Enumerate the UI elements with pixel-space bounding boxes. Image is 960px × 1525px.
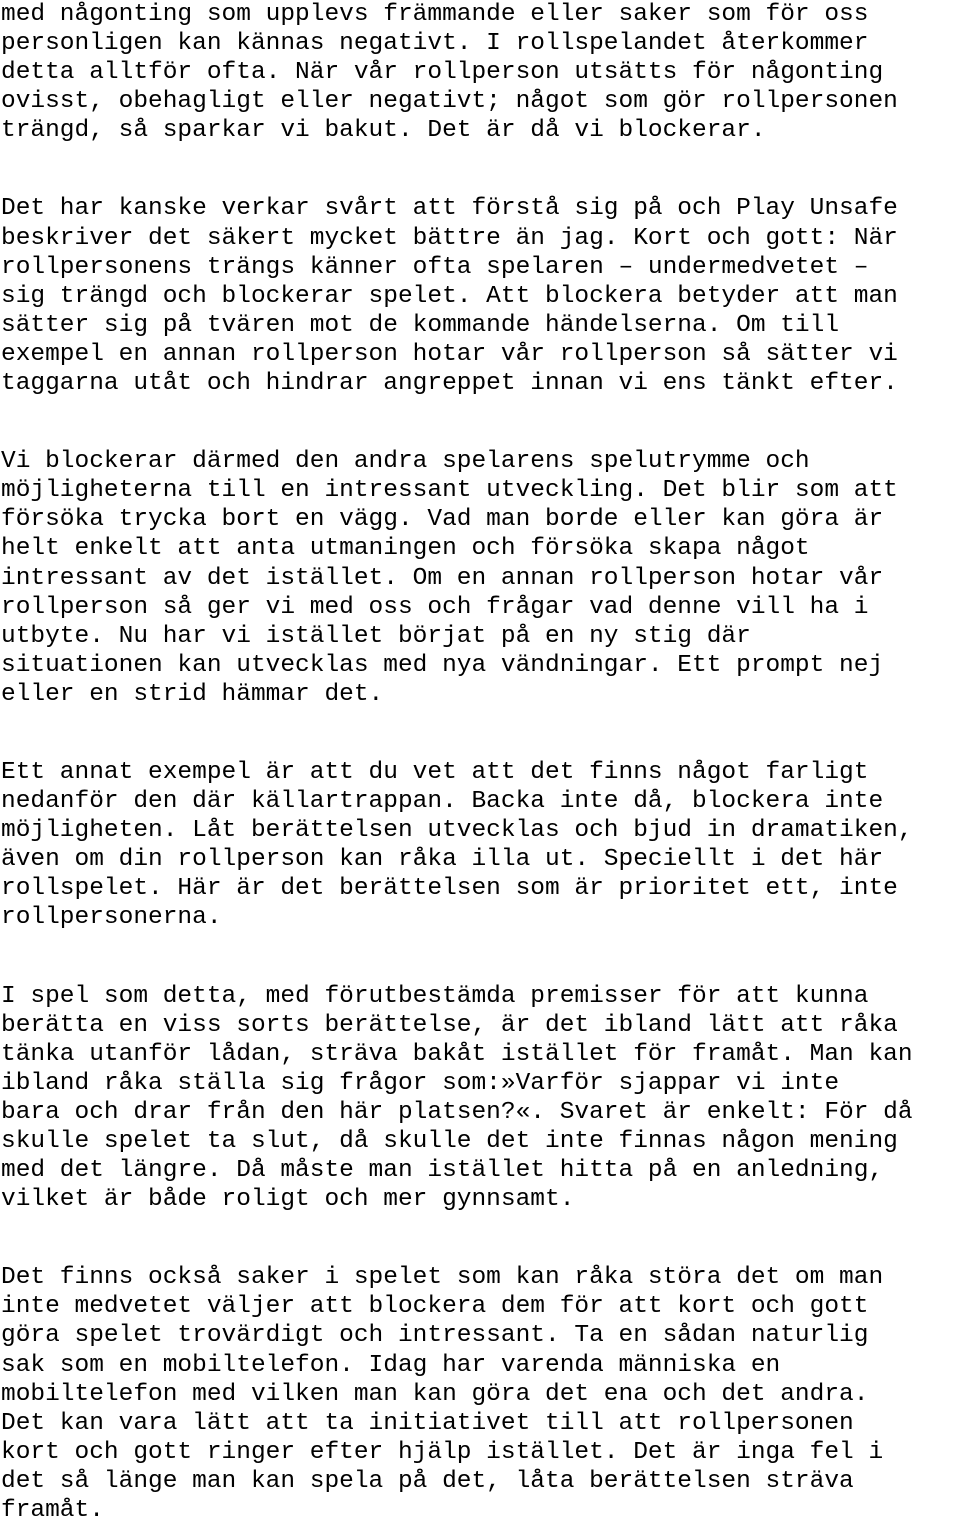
text-line: helt enkelt att anta utmaningen och försöka skapa något xyxy=(1,535,810,563)
text-line: beskriver det säkert mycket bättre än jag. Kort och gott: När xyxy=(1,224,898,252)
text-line: skulle spelet ta slut, då skulle det inte finnas någon mening xyxy=(1,1128,898,1155)
text-line: försöka trycka bort en vägg. Vad man borde eller kan göra är xyxy=(1,506,884,534)
paragraph-3 xyxy=(1,447,960,709)
text-line: bara och drar från den här platsen?«. Svaret är enkelt: För då xyxy=(1,1098,913,1126)
text-line: exempel en annan rollperson hotar vår rollperson så sätter vi xyxy=(1,340,898,368)
text-line: Det har kanske verkar svårt att förstå sig på och Play Unsafe xyxy=(1,195,898,223)
text-line: mobiltelefon med vilken man kan göra det ena och det andra. xyxy=(1,1380,869,1408)
text-line: personligen kan kännas negativt. I rollspelandet återkommer xyxy=(1,30,869,58)
text-line: utbyte. Nu har vi istället börjat på en ny stig där xyxy=(1,622,751,650)
text-line: rollperson så ger vi med oss och frågar vad denne vill ha i xyxy=(1,593,869,621)
text-line: rollpersonerna. xyxy=(1,904,222,932)
text-line: rollspelet. Här är det berättelsen som är prioritet ett, inte xyxy=(1,875,898,903)
text-line: intressant av det istället. Om en annan rollperson hotar vår xyxy=(1,564,884,592)
text-line: situationen kan utvecklas med nya vändningar. Ett prompt nej xyxy=(1,651,884,679)
text-line: taggarna utåt och hindrar angreppet innan vi ens tänkt efter. xyxy=(1,370,898,398)
text-line: rollpersonens trängs känner ofta spelaren – undermedvetet – xyxy=(1,253,869,281)
text-line: nedanför den där källartrappan. Backa inte då, blockera inte xyxy=(1,788,884,816)
text-line: framåt. xyxy=(1,1497,104,1525)
paragraph-spacer xyxy=(1,398,960,447)
text-line: med det längre. Då måste man istället hitta på en anledning, xyxy=(1,1157,884,1185)
text-line: trängd, så sparkar vi bakut. Det är då vi blockerar. xyxy=(1,117,766,145)
text-line: sig trängd och blockerar spelet. Att blockera betyder att man xyxy=(1,282,898,310)
text-line: inte medvetet väljer att blockera dem för att kort och gott xyxy=(1,1293,869,1321)
text-line: kort och gott ringer efter hjälp istället. Det är inga fel i xyxy=(1,1438,884,1466)
paragraph-1 xyxy=(1,0,960,145)
text-line: tänka utanför lådan, sträva bakåt istället för framåt. Man kan xyxy=(1,1040,913,1068)
paragraph-spacer xyxy=(1,145,960,194)
text-line: Det finns också saker i spelet som kan råka störa det om man xyxy=(1,1264,884,1292)
text-line: göra spelet trovärdigt och intressant. Ta en sådan naturlig xyxy=(1,1322,869,1350)
text-line: I spel som detta, med förutbestämda premisser för att kunna xyxy=(1,982,869,1010)
paragraph-spacer xyxy=(1,933,960,982)
text-line: detta alltför ofta. När vår rollperson utsätts för någonting xyxy=(1,59,884,87)
paragraph-spacer xyxy=(1,709,960,758)
text-line: vilket är både roligt och mer gynnsamt. xyxy=(1,1186,575,1214)
paragraph-2 xyxy=(1,194,960,398)
text-line: möjligheten. Låt berättelsen utvecklas och bjud in dramatiken, xyxy=(1,817,913,845)
text-line: eller en strid hämmar det. xyxy=(1,680,384,708)
text-line: berätta en viss sorts berättelse, är det ibland lätt att råka xyxy=(1,1011,898,1039)
text-line: Det kan vara lätt att ta initiativet till att rollpersonen xyxy=(1,1409,854,1437)
paragraph-4 xyxy=(1,758,960,933)
text-line: även om din rollperson kan råka illa ut. Speciellt i det här xyxy=(1,846,884,874)
text-line: möjligheterna till en intressant utveckling. Det blir som att xyxy=(1,477,898,505)
text-line: sätter sig på tvären mot de kommande händelserna. Om till xyxy=(1,311,840,339)
text-line: Ett annat exempel är att du vet att det finns något farligt xyxy=(1,758,869,786)
paragraph-spacer xyxy=(1,1214,960,1263)
paragraph-5 xyxy=(1,982,960,1215)
text-line: sak som en mobiltelefon. Idag har varenda människa en xyxy=(1,1351,781,1379)
text-line: det så länge man kan spela på det, låta berättelsen sträva xyxy=(1,1467,854,1495)
text-line: Vi blockerar därmed den andra spelarens spelutrymme och xyxy=(1,448,810,476)
text-line: ibland råka ställa sig frågor som:»Varför sjappar vi inte xyxy=(1,1069,840,1097)
text-line: med någonting som upplevs främmande eller saker som för oss xyxy=(1,1,869,28)
paragraph-6 xyxy=(1,1263,960,1525)
text-line: ovisst, obehagligt eller negativt; något som gör rollpersonen xyxy=(1,88,898,116)
